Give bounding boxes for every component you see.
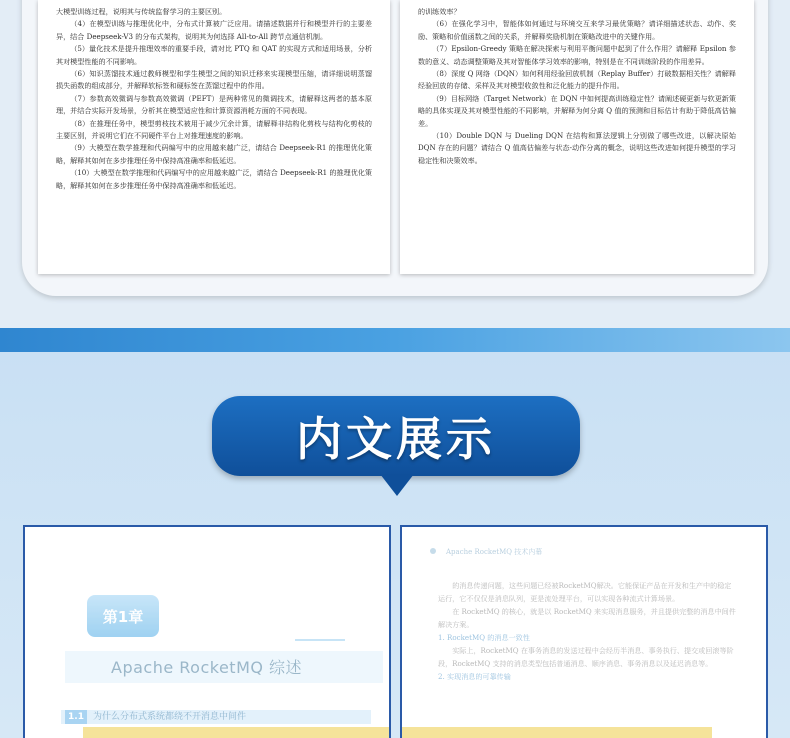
left-page-paragraph: （9）大模型在数学推理和代码编写中的应用越来越广泛，请结合 Deepseek-R1 的推理优化策略，解释其如何在多步推理任务中保持高准确率和低延迟。 [56, 143, 372, 165]
left-page-paragraph: 大模型训练过程，说明其与传统监督学习的主要区别。 [56, 7, 227, 16]
left-page [38, 0, 390, 274]
left-page-paragraph: （5）量化技术是提升推理效率的重要手段，请对比 PTQ 和 QAT 的实现方式和适用场景，分析其对模型性能的不同影响。 [56, 44, 372, 66]
preview-page-right [400, 525, 768, 738]
preview-subheading: 1. RocketMQ 的消息一致性 [438, 633, 530, 642]
top-section [0, 0, 790, 328]
section-title: 为什么分布式系统都绕不开消息中间件 [93, 712, 247, 722]
banner-title: 内文展示 [296, 412, 496, 466]
left-page-paragraph: （7）参数高效微调与参数高效微调（PEFT）是两种常见的微调技术，请解释这两者的基本原理，并结合实际开发场景，分析其在模型适应性和计算资源消耗方面的不同表现。 [56, 93, 372, 116]
right-page [400, 0, 754, 274]
left-page-paragraph: （4）在模型训练与推理优化中，分布式计算被广泛应用。请描述数据并行和模型并行的主要差异，结合 Deepseek-V3 的分布式架构，说明其为何选择 All-to-All 跨节点通信机制。 [56, 19, 372, 41]
preview-body [438, 579, 738, 683]
banner-pointer [380, 474, 414, 496]
highlight-strip [83, 727, 391, 738]
left-page-paragraph: （6）知识蒸馏技术通过教师模型和学生模型之间的知识迁移来实现模型压缩，请详细说明蒸馏损失函数的组成部分，并解释软标签和硬标签在蒸馏过程中的作用。 [56, 69, 372, 91]
right-page-paragraph: （9）目标网络（Target Network）在 DQN 中如何提高训练稳定性？请阐述硬更新与软更新策略的具体实现及其对模型性能的不同影响，并解释为何分离 Q 值的预测和目标估计有助于降低高估偏差。 [418, 93, 736, 128]
right-page-paragraph: （10）Double DQN 与 Dueling DQN 在结构和算法逻辑上分别做了哪些改进，以解决原始 DQN 存在的问题？请结合 Q 值高估偏差与状态-动作分离的概念，说明这些改进如何提升模型的学习稳定性和决策效率。 [418, 131, 736, 165]
right-page-paragraph: 的训练效率？ [418, 7, 461, 16]
preview-paragraph: 实际上，RocketMQ 在事务消息的发送过程中会经历半消息、事务执行、提交或回滚等阶段，RocketMQ 支持的消息类型包括普通消息、顺序消息、事务消息以及延迟消息等。 [438, 646, 734, 668]
running-header-text: Apache RocketMQ 技术内幕 [446, 548, 543, 556]
preview-page-left [23, 525, 391, 738]
preview-paragraph: 的消息传递问题，这些问题已经被RocketMQ解决。它能保证产品在开发和生产中的稳定运行，它不仅仅是消息队列，更是流处理平台，可以实现各种流式计算场景。 [438, 581, 732, 603]
highlight-strip [402, 727, 712, 738]
section-banner [212, 396, 580, 476]
section-number: 1.1 [65, 710, 87, 724]
left-page-paragraph: （8）在推理任务中，模型剪枝技术被用于减少冗余计算，请解释非结构化剪枝与结构化剪枝的主要区别，并说明它们在不同硬件平台上对推理速度的影响。 [56, 118, 372, 141]
running-header [430, 547, 542, 557]
left-page-paragraph: （10）大模型在数学推理和代码编写中的应用越来越广泛，请结合 Deepseek-R1 的推理优化策略，解释其如何在多步推理任务中保持高准确率和低延迟。 [56, 168, 372, 190]
chapter-title: Apache RocketMQ 综述 [111, 658, 303, 677]
preview-paragraph: 在 RocketMQ 的核心，就是以 RocketMQ 来实现消息服务，并且提供完整的消息中间件解决方案。 [438, 607, 736, 629]
right-page-paragraph: （7）Epsilon-Greedy 策略在解决探索与利用平衡问题中起到了什么作用？请解释 Epsilon 参数的意义、动态调整策略及其对智能体学习效率的影响，特别是在不同训练阶段的作用差异。 [418, 44, 736, 66]
divider-band [0, 328, 790, 352]
chapter-badge: 第1章 [87, 595, 159, 637]
right-page-paragraph: （8）深度 Q 网络（DQN）如何利用经验回放机制（Replay Buffer）打破数据相关性？请解释经验回放的存储、采样及其对模型收敛性和泛化能力的提升作用。 [418, 69, 736, 91]
header-dot-icon [430, 548, 436, 554]
right-page-paragraph: （6）在强化学习中，智能体如何通过与环境交互来学习最优策略？请详细描述状态、动作、奖励、策略和价值函数之间的关系，并解释奖励机制在策略改进中的关键作用。 [418, 19, 736, 41]
preview-subheading: 2. 实现消息的可靠传输 [438, 672, 511, 681]
chapter-divider [295, 639, 345, 641]
